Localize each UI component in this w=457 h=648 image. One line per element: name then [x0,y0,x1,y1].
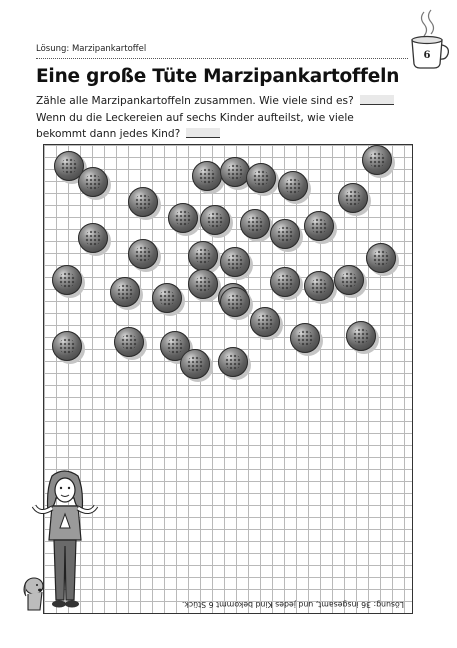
marzipan-potato [334,265,364,295]
marzipan-potato [180,349,210,379]
marzipan-potato [52,331,82,361]
marzipan-potato [78,167,108,197]
header-label: Lösung: Marzipankartoffel [36,44,147,54]
marzipan-potato [110,277,140,307]
header-rule [36,58,408,59]
task-line-1: Zähle alle Marzipankartoffeln zusammen. Wie viele sind es? [36,95,354,107]
marzipan-potato [78,223,108,253]
marzipan-potato [338,183,368,213]
marzipan-potato [52,265,82,295]
task-line-3: bekommt dann jedes Kind? [36,128,181,140]
marzipan-potato [270,219,300,249]
marzipan-potato [220,247,250,277]
girl-with-dog-illustration [20,468,112,618]
page-title: Eine große Tüte Marzipankartoffeln [36,66,400,87]
marzipan-potato [246,163,276,193]
marzipan-potato [200,205,230,235]
marzipan-potato [250,307,280,337]
marzipan-potato [220,157,250,187]
marzipan-potato [304,211,334,241]
solution-text: Lösung: 36 insgesamt, und jedes Kind bekommt 6 Stück. [181,600,404,609]
task-text [36,93,406,143]
page-number: 6 [423,50,431,61]
answer-blank-total[interactable] [360,95,394,105]
marzipan-potato [270,267,300,297]
marzipan-potato [188,241,218,271]
marzipan-potato [128,187,158,217]
marzipan-potato [362,145,392,175]
marzipan-potato [240,209,270,239]
answer-blank-per-child[interactable] [186,128,220,138]
marzipan-potato [304,271,334,301]
marzipan-potato [128,239,158,269]
marzipan-potato [278,171,308,201]
marzipan-potato [218,347,248,377]
marzipan-potato [290,323,320,353]
marzipan-potato [346,321,376,351]
marzipan-potato [168,203,198,233]
marzipan-potato [114,327,144,357]
coffee-cup-icon [404,8,450,70]
marzipan-potato [192,161,222,191]
marzipan-potato [152,283,182,313]
task-line-2: Wenn du die Leckereien auf sechs Kinder aufteilst, wie viele [36,111,354,124]
marzipan-potato [188,269,218,299]
marzipan-potato [366,243,396,273]
marzipan-potato [220,287,250,317]
